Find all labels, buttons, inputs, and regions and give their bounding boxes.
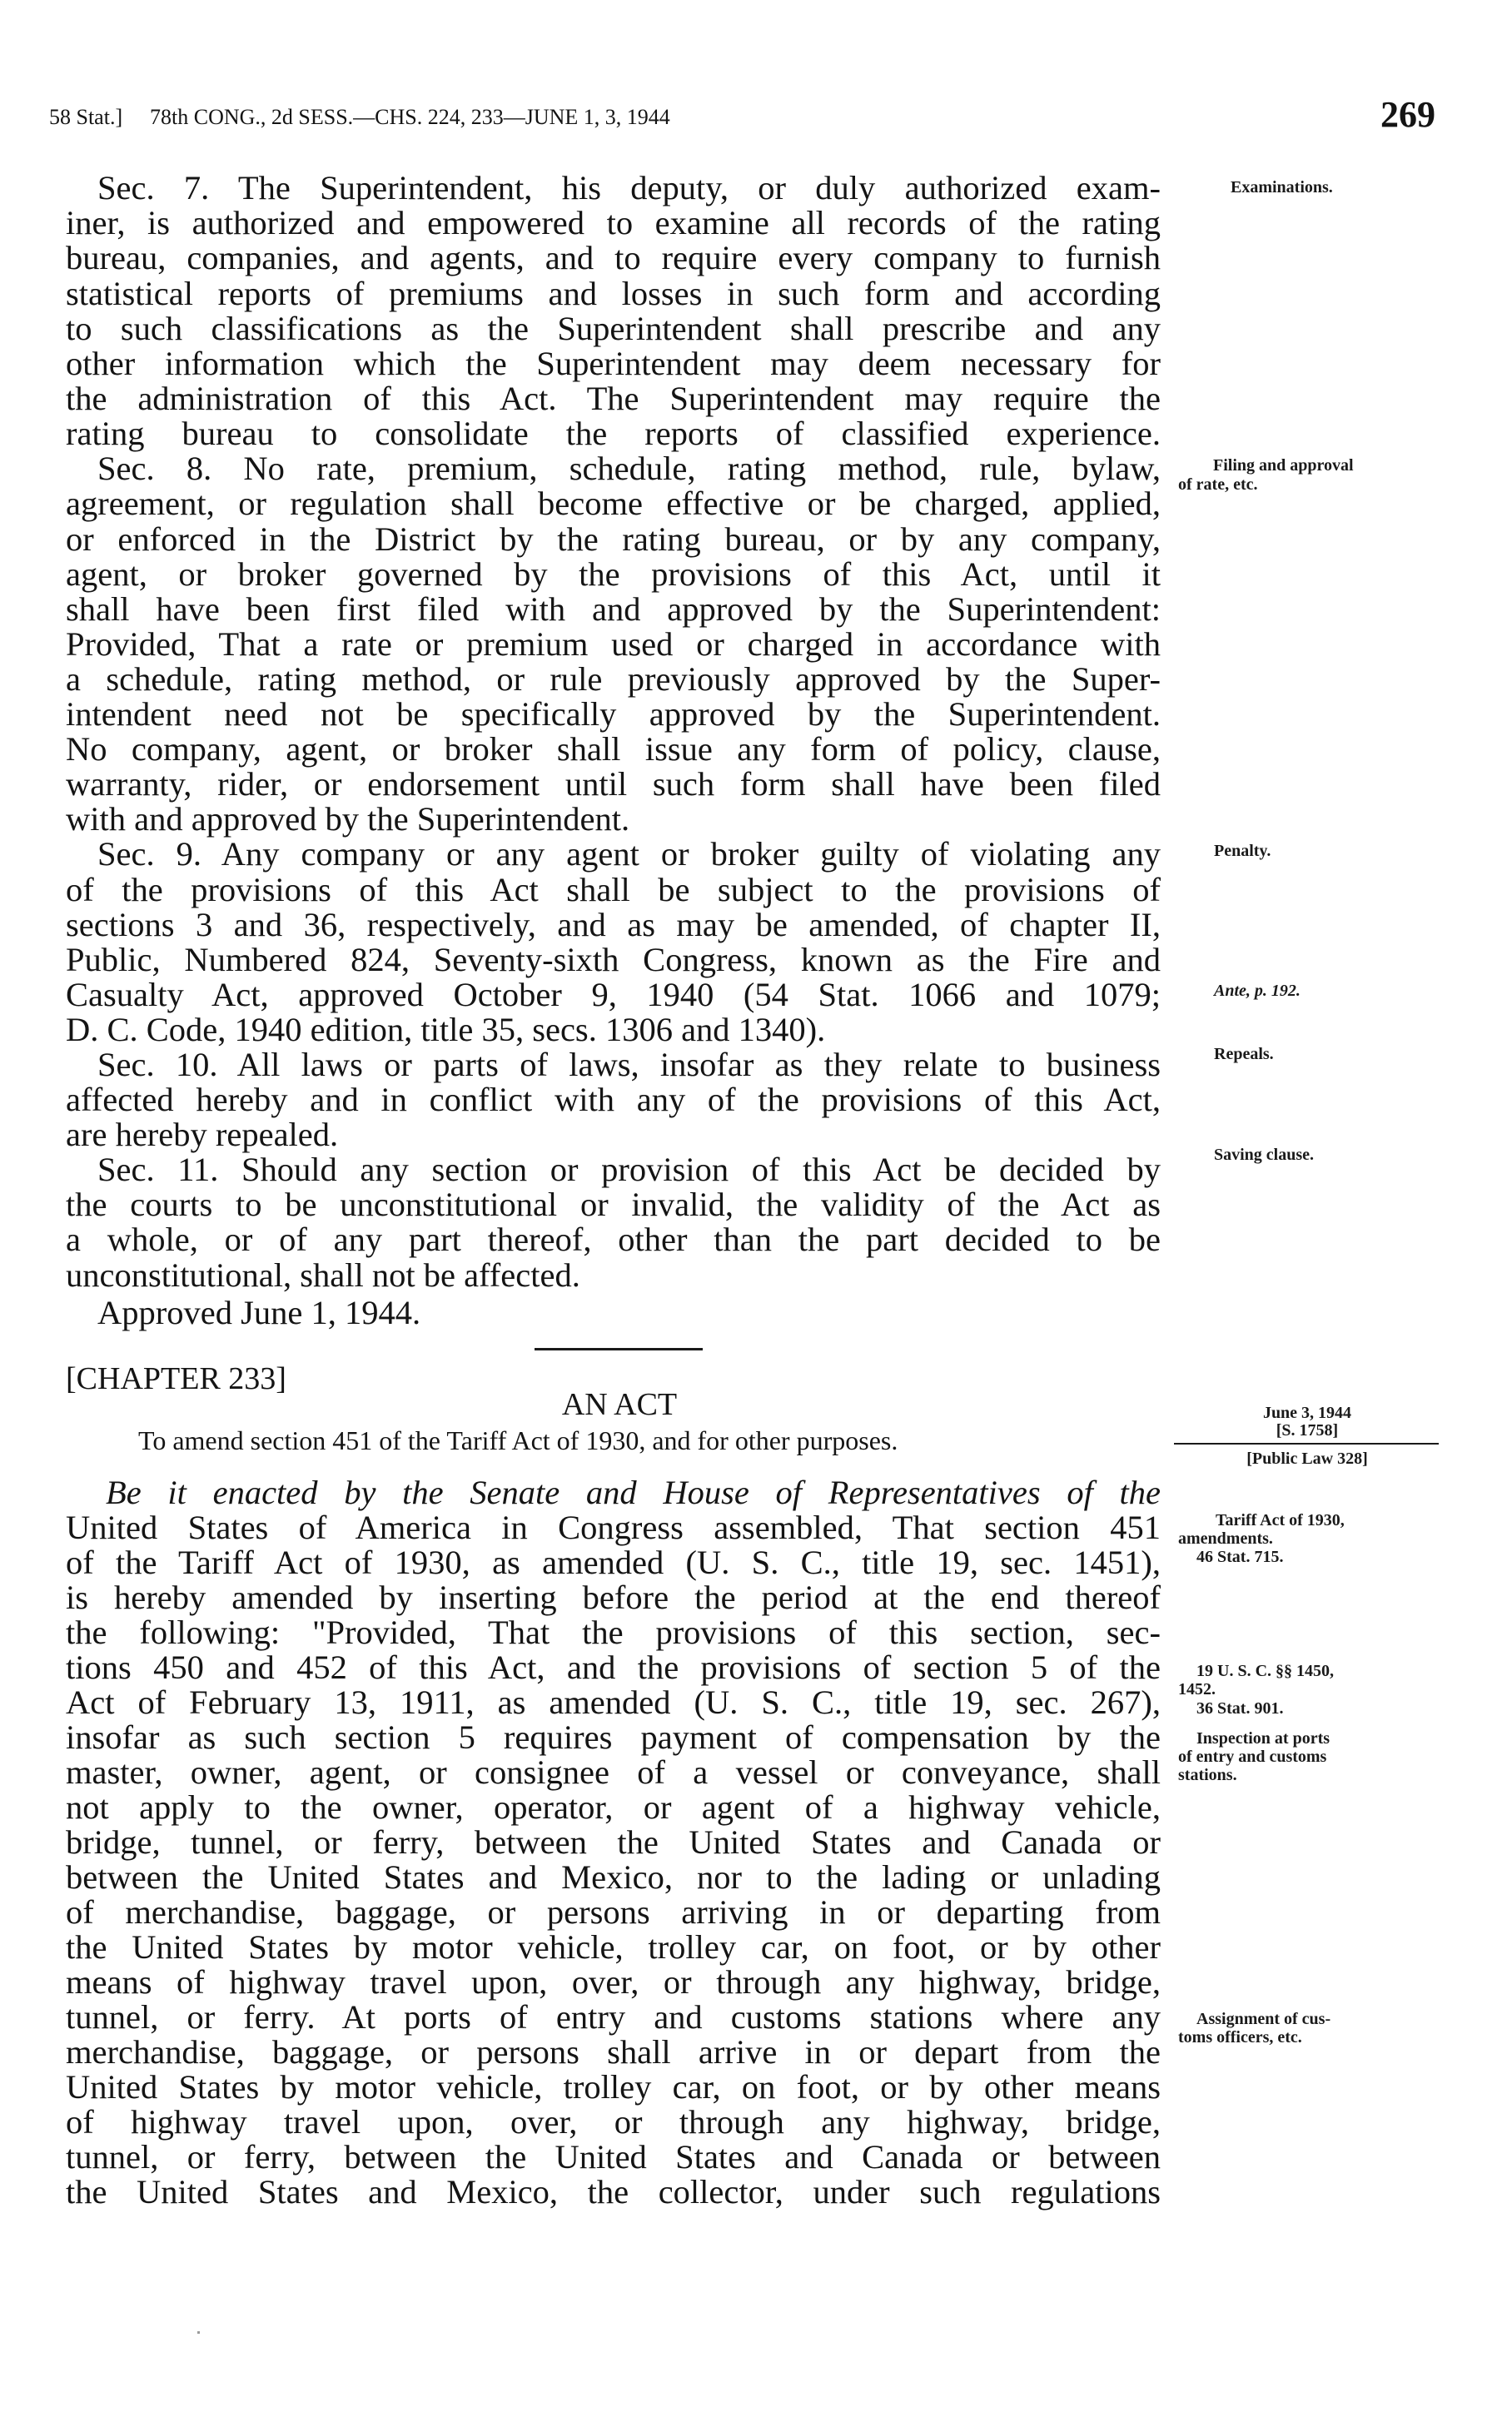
- text-line: with and approved by the Superintendent.: [66, 800, 630, 838]
- text-line: a schedule, rating method, or rule previously approved by the Super-: [66, 660, 1161, 698]
- text-line: agent, or broker governed by the provisions of this Act, until it: [66, 555, 1161, 593]
- margin-divider: [1174, 1443, 1439, 1445]
- margin-note: 36 Stat. 901.: [1196, 1699, 1284, 1718]
- text-line: Casualty Act, approved October 9, 1940 (54 Stat. 1066 and 1079;: [66, 976, 1161, 1013]
- text-line: the United States by motor vehicle, trolley car, on foot, or by other: [66, 1928, 1161, 1966]
- margin-note-bill: [S. 1758]: [1276, 1421, 1339, 1440]
- text-line: the United States and Mexico, the collector, under such regulations: [66, 2173, 1161, 2211]
- text-line: Provided, That a rate or premium used or charged in accordance with: [66, 625, 1161, 663]
- text-line: shall have been first filed with and approved by the Superintendent:: [66, 590, 1161, 628]
- page-number: 269: [1380, 94, 1435, 135]
- margin-note: Repeals.: [1214, 1045, 1274, 1063]
- text-line: merchandise, baggage, or persons shall arrive in or depart from the: [66, 2033, 1161, 2071]
- text-line: the administration of this Act. The Superintendent may require the: [66, 380, 1161, 417]
- text-line: the following: "Provided, That the provisions of this section, sec-: [66, 1614, 1161, 1651]
- margin-note: Ante, p. 192.: [1214, 982, 1301, 1000]
- text-line: United States by motor vehicle, trolley car, on foot, or by other means: [66, 2068, 1161, 2106]
- text-line: not apply to the owner, operator, or agent of a highway vehicle,: [66, 1788, 1161, 1826]
- text-line: Sec. 11. Should any section or provision of this Act be decided by: [97, 1151, 1161, 1188]
- text-line: of the Tariff Act of 1930, as amended (U. S. C., title 19, sec. 1451),: [66, 1544, 1161, 1581]
- text-line: unconstitutional, shall not be affected.: [66, 1256, 580, 1294]
- margin-note: stations.: [1178, 1766, 1237, 1784]
- text-line: between the United States and Mexico, nor to the lading or unlading: [66, 1858, 1161, 1896]
- scan-speck: [197, 2331, 200, 2334]
- text-line: are hereby repealed.: [66, 1116, 339, 1153]
- margin-note: Assignment of cus-: [1196, 2010, 1331, 2028]
- text-line: the courts to be unconstitutional or invalid, the validity of the Act as: [66, 1186, 1161, 1223]
- text-line: bridge, tunnel, or ferry, between the United States and Canada or: [66, 1823, 1161, 1861]
- text-line: agreement, or regulation shall become effective or be charged, applied,: [66, 485, 1161, 522]
- text-line: bureau, companies, and agents, and to require every company to furnish: [66, 239, 1161, 276]
- text-line: or enforced in the District by the rating bureau, or by any company,: [66, 520, 1161, 558]
- margin-note: of entry and customs: [1178, 1748, 1327, 1766]
- margin-note: Penalty.: [1214, 842, 1271, 860]
- text-line: iner, is authorized and empowered to examine all records of the rating: [66, 204, 1161, 241]
- approval-line: Approved June 1, 1944.: [97, 1294, 421, 1331]
- text-line: Public, Numbered 824, Seventy-sixth Congress, known as the Fire and: [66, 941, 1161, 978]
- margin-note: amendments.: [1178, 1529, 1273, 1548]
- text-line: master, owner, agent, or consignee of a vessel or conveyance, shall: [66, 1753, 1161, 1791]
- margin-note: 1452.: [1178, 1680, 1216, 1698]
- text-line: to such classifications as the Superintendent shall prescribe and any: [66, 310, 1161, 347]
- margin-note: 46 Stat. 715.: [1196, 1548, 1284, 1566]
- section-divider: [535, 1348, 703, 1350]
- margin-note: Saving clause.: [1214, 1146, 1315, 1164]
- text-line: affected hereby and in conflict with any of the provisions of this Act,: [66, 1081, 1161, 1118]
- margin-note: Inspection at ports: [1196, 1729, 1330, 1748]
- header-session: 78th CONG., 2d SESS.—CHS. 224, 233—JUNE 1, 3, 1944: [150, 105, 670, 129]
- margin-note-date: June 3, 1944: [1262, 1404, 1352, 1422]
- text-line: means of highway travel upon, over, or through any highway, bridge,: [66, 1963, 1161, 2001]
- text-line: of merchandise, baggage, or persons arriving in or departing from: [66, 1893, 1161, 1931]
- text-line: Act of February 13, 1911, as amended (U. S. C., title 19, sec. 267),: [66, 1683, 1161, 1721]
- text-line: rating bureau to consolidate the reports of classified experience.: [66, 415, 1161, 452]
- text-line: sections 3 and 36, respectively, and as may be amended, of chapter II,: [66, 906, 1161, 943]
- text-line: D. C. Code, 1940 edition, title 35, secs. 1306 and 1340).: [66, 1011, 826, 1048]
- margin-note: 19 U. S. C. §§ 1450,: [1196, 1662, 1335, 1680]
- text-line: Be it enacted by the Senate and House of Representatives of the: [106, 1474, 1161, 1511]
- act-title: AN ACT: [561, 1387, 678, 1422]
- text-line: statistical reports of premiums and losses in such form and according: [66, 275, 1161, 312]
- margin-note: toms officers, etc.: [1178, 2028, 1302, 2046]
- text-line: No company, agent, or broker shall issue any form of policy, clause,: [66, 730, 1161, 768]
- text-line: a whole, or of any part thereof, other than the part decided to be: [66, 1221, 1161, 1258]
- chapter-heading: [CHAPTER 233]: [66, 1361, 286, 1396]
- margin-note-public-law: [Public Law 328]: [1246, 1450, 1368, 1468]
- margin-note: Examinations.: [1231, 178, 1333, 196]
- text-line: tions 450 and 452 of this Act, and the provisions of section 5 of the: [66, 1649, 1161, 1686]
- text-line: Sec. 9. Any company or any agent or broker guilty of violating any: [97, 835, 1161, 873]
- text-line: warranty, rider, or endorsement until such form shall have been filed: [66, 765, 1161, 803]
- text-line: Sec. 7. The Superintendent, his deputy, or duly authorized exam-: [97, 169, 1161, 206]
- text-line: tunnel, or ferry, between the United States and Canada or between: [66, 2138, 1161, 2176]
- text-line: insofar as such section 5 requires payment of compensation by the: [66, 1718, 1161, 1756]
- header-citation: 58 Stat.]: [49, 105, 123, 129]
- text-line: Sec. 10. All laws or parts of laws, insofar as they relate to business: [97, 1046, 1161, 1083]
- act-purpose: To amend section 451 of the Tariff Act of 1930, and for other purposes.: [138, 1425, 898, 1455]
- text-line: of the provisions of this Act shall be subject to the provisions of: [66, 871, 1161, 908]
- text-line: other information which the Superintendent may deem necessary for: [66, 345, 1161, 382]
- text-line: intendent need not be specifically approved by the Superintendent.: [66, 695, 1161, 733]
- margin-note: Filing and approval: [1213, 456, 1354, 475]
- margin-note: Tariff Act of 1930,: [1216, 1511, 1345, 1529]
- text-line: of highway travel upon, over, or through any highway, bridge,: [66, 2103, 1161, 2141]
- text-line: United States of America in Congress assembled, That section 451: [66, 1509, 1161, 1546]
- text-line: is hereby amended by inserting before the period at the end thereof: [66, 1579, 1161, 1616]
- margin-note: of rate, etc.: [1178, 475, 1258, 494]
- text-line: Sec. 8. No rate, premium, schedule, rating method, rule, bylaw,: [97, 450, 1161, 487]
- text-line: tunnel, or ferry. At ports of entry and customs stations where any: [66, 1998, 1161, 2036]
